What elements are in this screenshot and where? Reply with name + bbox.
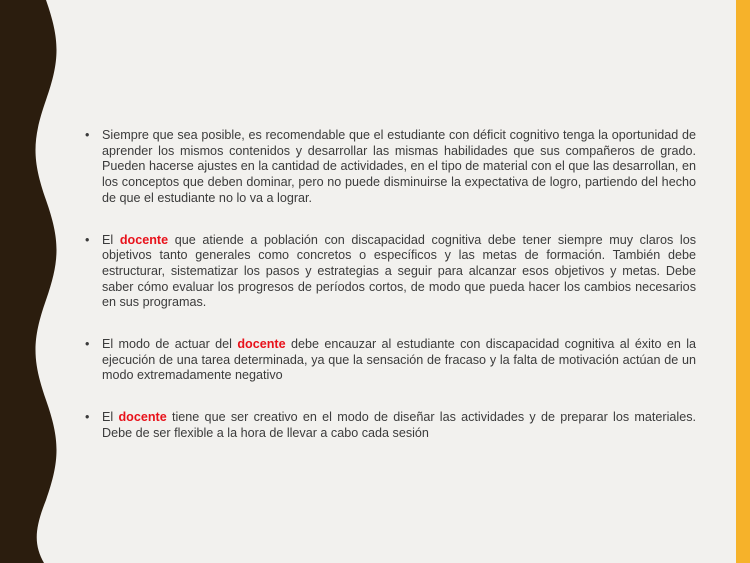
highlight-docente: docente — [118, 410, 167, 425]
right-accent-stripe — [736, 0, 750, 563]
wave-shape — [0, 0, 57, 563]
bullet-item-3 — [84, 337, 696, 384]
bullet-text: Siempre que sea posible, es recomendable que el estudiante con déficit cognitivo tenga la oportunidad de aprender los mismos contenidos y desarrollar las mismas habilidades que sus compañeros de grado. Pueden hacerse ajustes en la cantidad de actividades, en el tipo de material con el que las desarrollan, en los conceptos que deben dominar, pero no puede disminuirse la expectativa de logro, partiendo del hecho de que el estudiante no lo va a lograr. — [102, 128, 696, 205]
bullet-text-after: debe encauzar al estudiante con discapacidad cognitiva al éxito en la ejecución de una tarea determinada, ya que la sensación de fracaso y la falta de motivación actúan de un modo extremadamente negativo — [102, 337, 697, 383]
highlight-docente: docente — [119, 232, 169, 247]
bullet-marker: • — [85, 232, 90, 247]
bullet-item-1 — [84, 128, 696, 207]
bullet-marker: • — [85, 337, 90, 352]
bullet-marker: • — [85, 128, 90, 142]
bullet-text-before: El — [102, 410, 114, 425]
highlight-docente: docente — [237, 337, 286, 352]
bullet-item-2 — [84, 233, 696, 312]
bullet-text-before: El modo de actuar del — [102, 337, 232, 352]
slide-body — [84, 128, 696, 468]
bullet-text-before: El — [102, 232, 114, 247]
bullet-item-4 — [84, 410, 696, 441]
bullet-text-after: tiene que ser creativo en el modo de diseñar las actividades y de preparar los materiales. Debe de ser flexible a la hora de llevar a cabo cada sesión — [102, 410, 696, 440]
bullet-list — [84, 128, 696, 442]
bullet-marker: • — [85, 410, 90, 425]
bullet-text-after: que atiende a población con discapacidad cognitiva debe tener siempre muy claros los objetivos tanto generales como concretos o específicos y las metas de formación. También debe estructurar, sistematizar los pasos y estrategias a seguir para alcanzar esos objetivos y metas. Debe saber cómo evaluar los progresos de períodos cortos, de modo que pueda hacer los cambios necesarios en sus programas. — [102, 232, 696, 310]
left-wave-band — [0, 0, 80, 563]
